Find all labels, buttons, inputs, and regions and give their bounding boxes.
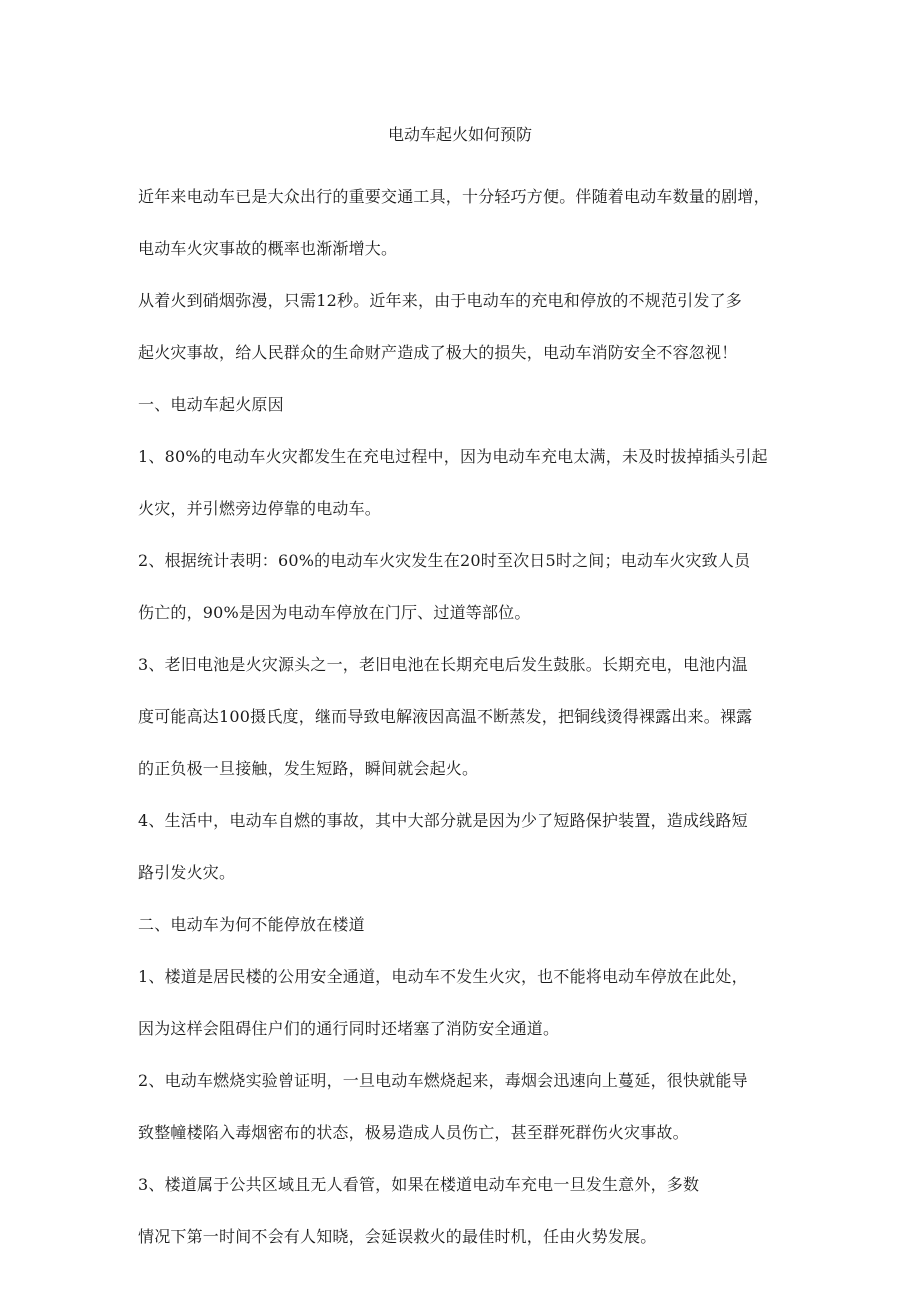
text-line: 火灾，并引燃旁边停靠的电动车。 (138, 499, 382, 518)
section-heading: 二、电动车为何不能停放在楼道 (138, 915, 365, 934)
text-line: 4、生活中，电动车自燃的事故，其中大部分就是因为少了短路保护装置，造成线路短 (138, 811, 748, 830)
text-line: 路引发火灾。 (138, 863, 236, 882)
text-line: 情况下第一时间不会有人知晓，会延误救火的最佳时机，任由火势发展。 (138, 1227, 657, 1246)
text-line: 2、电动车燃烧实验曾证明，一旦电动车燃烧起来，毒烟会迅速向上蔓延，很快就能导 (138, 1071, 748, 1090)
text-line: 近年来电动车已是大众出行的重要交通工具，十分轻巧方便。伴随着电动车数量的剧增， (138, 187, 770, 206)
text-line: 从着火到硝烟弥漫，只需12秒。近年来，由于电动车的充电和停放的不规范引发了多 (138, 291, 742, 310)
document-body (138, 171, 788, 1263)
section-heading: 一、电动车起火原因 (138, 395, 284, 414)
list-item-cause-4 (138, 795, 788, 899)
document-title: 电动车起火如何预防 (387, 125, 532, 144)
list-item-corridor-2 (138, 1055, 788, 1159)
text-line: 3、老旧电池是火灾源头之一，老旧电池在长期充电后发生鼓胀。长期充电，电池内温 (138, 655, 748, 674)
paragraph-timing (138, 275, 788, 379)
list-item-cause-2 (138, 535, 788, 639)
text-line: 2、根据统计表明：60%的电动车火灾发生在20时至次日5时之间；电动车火灾致人员 (138, 551, 751, 570)
text-line: 致整幢楼陷入毒烟密布的状态，极易造成人员伤亡，甚至群死群伤火灾事故。 (138, 1123, 689, 1142)
text-line: 1、楼道是居民楼的公用安全通道，电动车不发生火灾，也不能将电动车停放在此处， (138, 967, 748, 986)
text-line: 伤亡的，90%是因为电动车停放在门厅、过道等部位。 (138, 603, 531, 622)
paragraph-intro (138, 171, 788, 275)
list-item-corridor-1 (138, 951, 788, 1055)
text-line: 1、80%的电动车火灾都发生在充电过程中，因为电动车充电太满，未及时拔掉插头引起 (138, 447, 768, 466)
text-line: 电动车火灾事故的概率也渐渐增大。 (138, 239, 398, 258)
list-item-cause-3 (138, 639, 788, 795)
text-line: 度可能高达100摄氏度，继而导致电解液因高温不断蒸发，把铜线烫得裸露出来。裸露 (138, 707, 753, 726)
text-line: 因为这样会阻碍住户们的通行同时还堵塞了消防安全通道。 (138, 1019, 560, 1038)
section-heading-causes (138, 379, 788, 431)
text-line: 3、楼道属于公共区域且无人看管，如果在楼道电动车充电一旦发生意外，多数 (138, 1175, 700, 1194)
list-item-cause-1 (138, 431, 788, 535)
list-item-corridor-3 (138, 1159, 788, 1263)
text-line: 起火灾事故，给人民群众的生命财产造成了极大的损失，电动车消防安全不容忽视！ (138, 343, 738, 362)
section-heading-corridor (138, 899, 788, 951)
text-line: 的正负极一旦接触，发生短路，瞬间就会起火。 (138, 759, 479, 778)
